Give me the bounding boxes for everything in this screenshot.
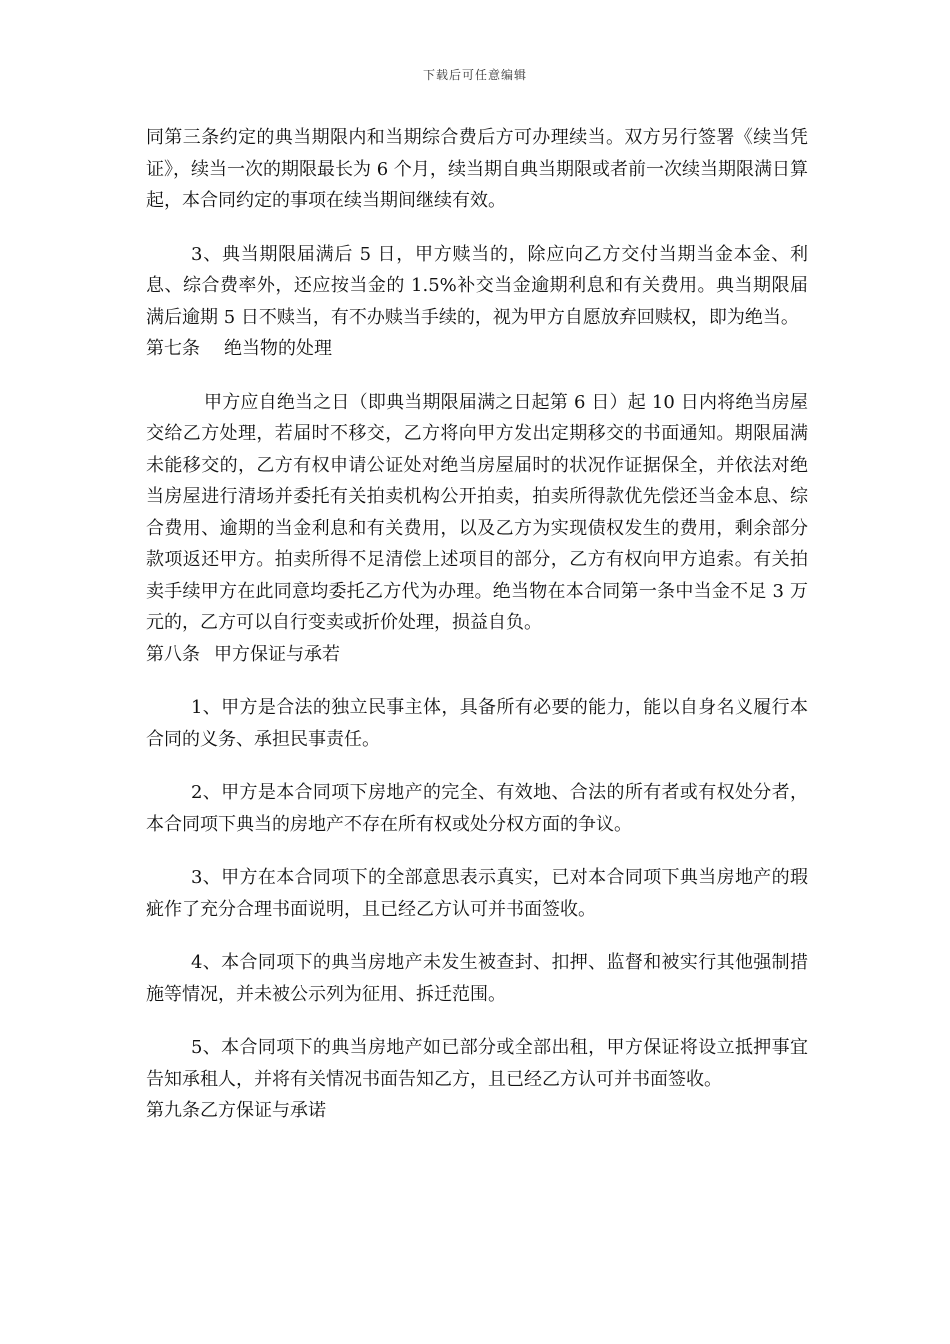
paragraph-warranty-5: 5、本合同项下的典当房地产如已部分或全部出租，甲方保证将设立抵押事宜告知承租人，并将有关情况书面告知乙方，且已经乙方认可并书面签收。 <box>146 1037 808 1090</box>
article-8-number: 第八条 <box>146 643 200 665</box>
paragraph-warranty-4: 4、本合同项下的典当房地产未发生被查封、扣押、监督和被实行其他强制措施等情况，并未被公示列为征用、拆迁范围。 <box>146 952 808 1005</box>
paragraph-warranty-1: 1、甲方是合法的独立民事主体，具备所有必要的能力，能以自身名义履行本合同的义务、承担民事责任。 <box>146 697 808 750</box>
article-7-number: 第七条 <box>146 338 200 359</box>
article-7-heading <box>146 333 808 365</box>
paragraph-forfeit-handling: 甲方应自绝当之日（即典当期限届满之日起第 6 日）起 10 日内将绝当房屋交给乙方处理，若届时不移交，乙方将向甲方发出定期移交的书面通知。期限届满未能移交的，乙方有权申请公证处对绝当房屋届时的状况作证据保全，并依法对绝当房屋进行清场并委托有关拍卖机构公开拍卖，拍卖所得款优先偿还当金本息、综合费用、逾期的当金利息和有关费用，以及乙方为实现债权发生的费用，剩余部分款项返还甲方。拍卖所得不足清偿上述项目的部分，乙方有权向甲方追索。有关拍卖手续甲方在此同意均委托乙方代为办理。绝当物在本合同第一条中当金不足 3 万元的，乙方可以自行变卖或折价处理，损益自负。 <box>146 391 808 633</box>
article-9-heading: 第九条乙方保证与承诺 <box>146 1100 326 1121</box>
article-7-title: 绝当物的处理 <box>224 338 332 359</box>
article-8-heading <box>146 639 808 671</box>
page-header: 下载后可任意编辑 <box>422 68 527 82</box>
paragraph-item-3: 3、典当期限届满后 5 日，甲方赎当的，除应向乙方交付当期当金本金、利息、综合费率外，还应按当金的 1.5%补交当金逾期利息和有关费用。典当期限届满后逾期 5 日不赎当，有不办赎当手续的，视为甲方自愿放弃回赎权，即为绝当。 <box>146 243 808 328</box>
article-8-title: 甲方保证与承若 <box>214 643 340 665</box>
paragraph-warranty-3: 3、甲方在本合同项下的全部意思表示真实，已对本合同项下典当房地产的瑕疵作了充分合理书面说明，且已经乙方认可并书面签收。 <box>146 867 808 920</box>
paragraph-renewal: 同第三条约定的典当期限内和当期综合费后方可办理续当。双方另行签署《续当凭证》，续当一次的期限最长为 6 个月，续当期自典当期限或者前一次续当期限满日算起，本合同约定的事项在续当期间继续有效。 <box>146 127 808 211</box>
paragraph-warranty-2: 2、甲方是本合同项下房地产的完全、有效地、合法的所有者或有权处分者，本合同项下典当的房地产不存在所有权或处分权方面的争议。 <box>146 782 808 835</box>
document-body <box>146 122 808 1127</box>
